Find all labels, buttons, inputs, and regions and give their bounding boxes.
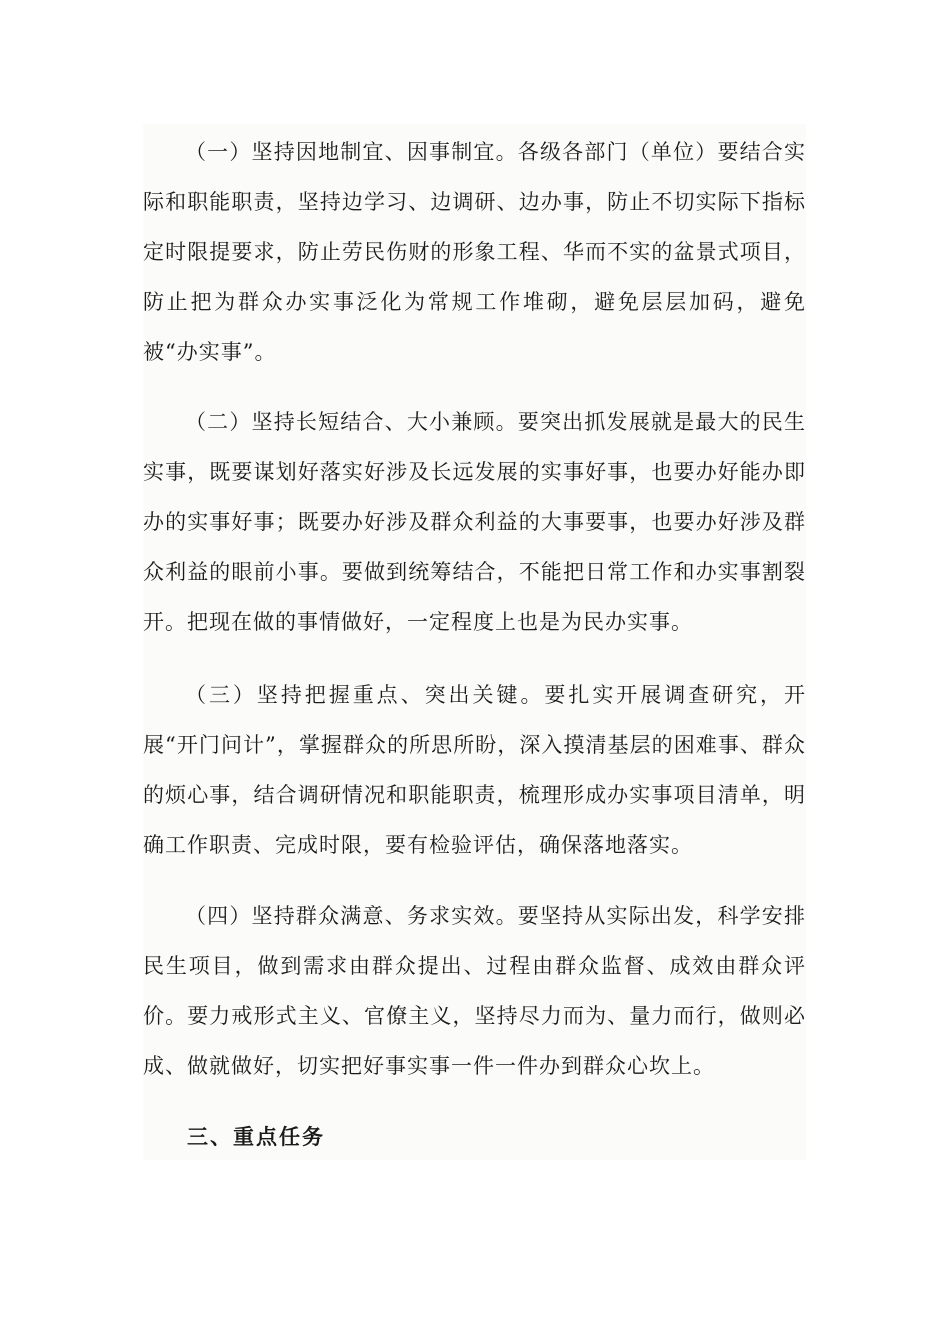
- document-text-block: [143, 124, 806, 1160]
- section-heading: 三、重点任务: [187, 1124, 325, 1149]
- paragraph-3: （三）坚持把握重点、突出关键。要扎实开展调查研究，开展“开门问计”，掌握群众的所思所盼，深入摸清基层的困难事、群众的烦心事，结合调研情况和职能职责，梳理形成办实事项目清单，明确工作职责、完成时限，要有检验评估，确保落地落实。: [143, 683, 806, 857]
- paragraph-4: （四）坚持群众满意、务求实效。要坚持从实际出发，科学安排民生项目，做到需求由群众提出、过程由群众监督、成效由群众评价。要力戒形式主义、官僚主义，坚持尽力而为、量力而行，做则必成、做就做好，切实把好事实事一件一件办到群众心坎上。: [143, 904, 806, 1078]
- paragraph-2: （二）坚持长短结合、大小兼顾。要突出抓发展就是最大的民生实事，既要谋划好落实好涉及长远发展的实事好事，也要办好能办即办的实事好事；既要办好涉及群众利益的大事要事，也要办好涉及群众利益的眼前小事。要做到统筹结合，不能把日常工作和办实事割裂开。把现在做的事情做好，一定程度上也是为民办实事。: [143, 410, 806, 634]
- paragraph-1: （一）坚持因地制宜、因事制宜。各级各部门（单位）要结合实际和职能职责，坚持边学习、边调研、边办事，防止不切实际下指标定时限提要求，防止劳民伤财的形象工程、华而不实的盆景式项目，防止把为群众办实事泛化为常规工作堆砌，避免层层加码，避免被“办实事”。: [143, 140, 806, 364]
